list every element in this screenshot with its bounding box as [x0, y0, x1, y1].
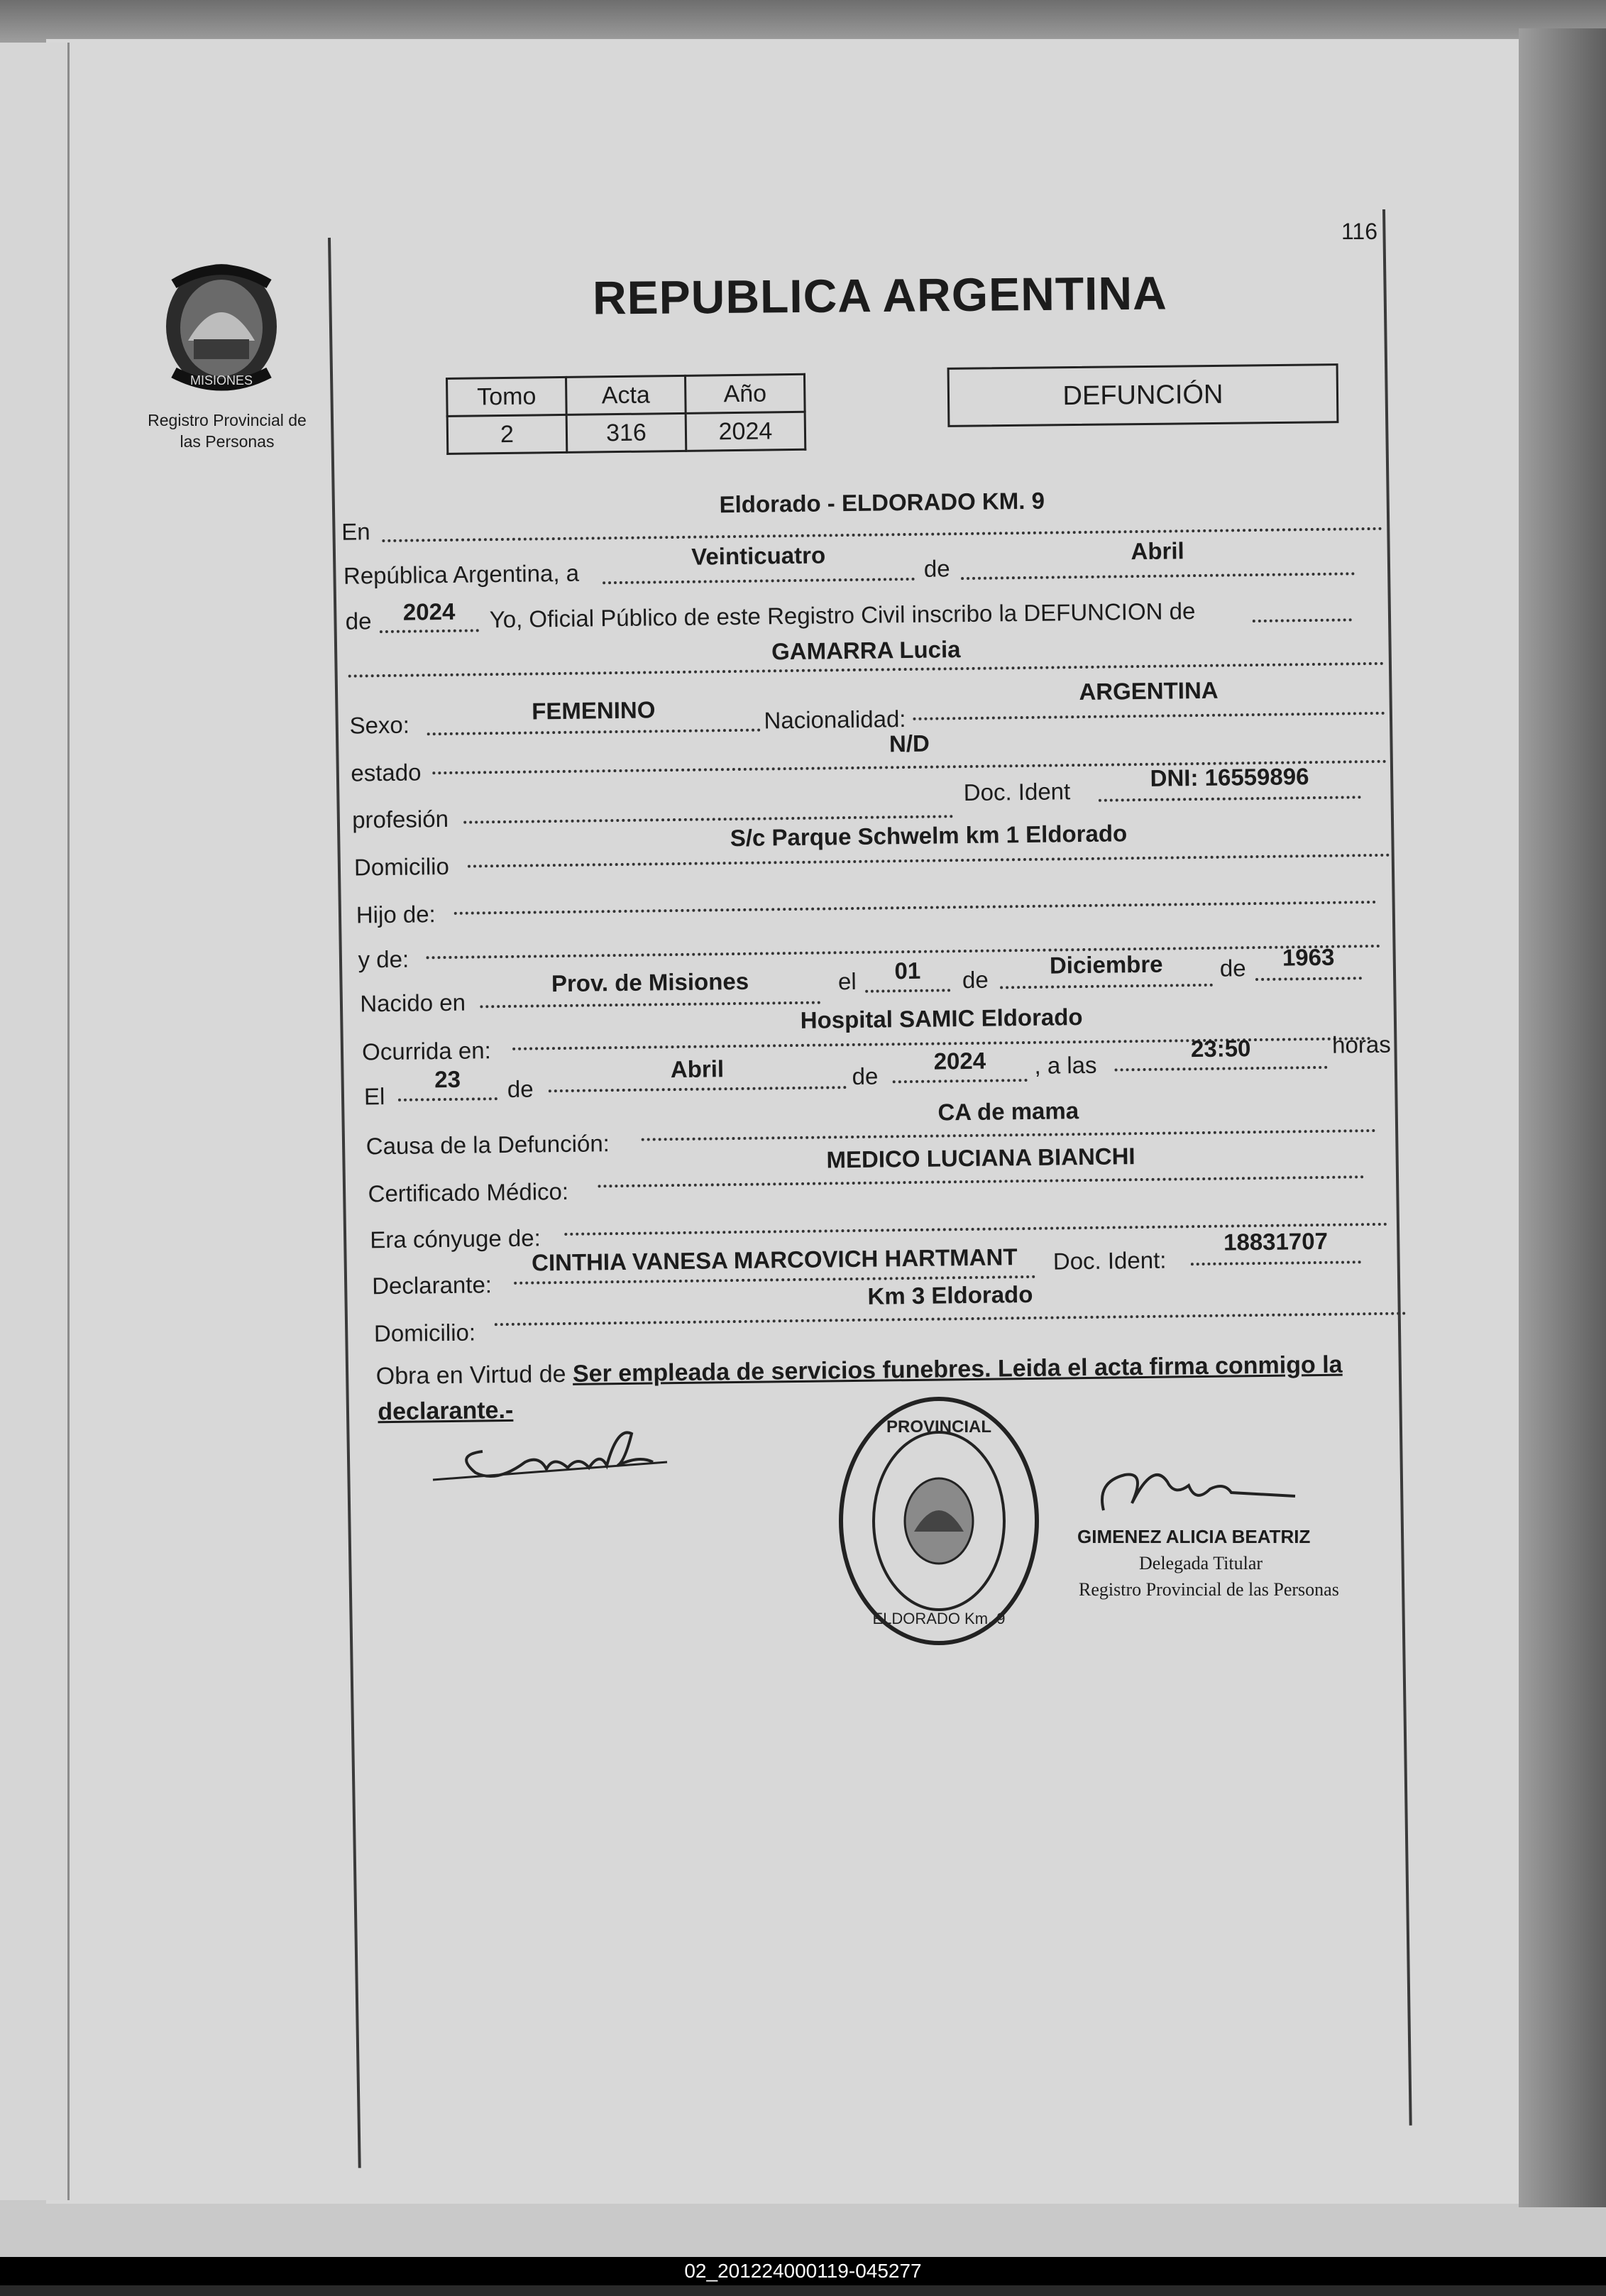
nacido-label: Nacido en [360, 989, 466, 1017]
declarant-signature-icon [426, 1412, 681, 1498]
de-label: de [507, 1075, 534, 1102]
sexo-value: FEMENINO [532, 696, 656, 725]
place-value: Eldorado - ELDORADO KM. 9 [719, 487, 1045, 518]
de-label: de [852, 1062, 879, 1090]
causa-value: CA de mama [937, 1097, 1079, 1126]
el-label: el [837, 967, 857, 995]
tomo-header: Tomo [447, 377, 567, 416]
el-label: El [363, 1083, 385, 1110]
doc-ident-value-2: 18831707 [1223, 1227, 1329, 1256]
en-label: En [341, 518, 370, 545]
sexo-label: Sexo: [349, 711, 410, 739]
profesion-label: profesión [351, 805, 449, 833]
official-name: GIMENEZ ALICIA BEATRIZ [1077, 1526, 1311, 1547]
yo-text: Yo, Oficial Público de este Registro Civil inscribo la DEFUNCION de [489, 598, 1196, 633]
registry-name-line1: Registro Provincial de [148, 411, 307, 429]
conyuge-label: Era cónyuge de: [370, 1224, 541, 1253]
ocurrida-label: Ocurrida en: [361, 1037, 491, 1065]
nacido-en-value: Prov. de Misiones [551, 967, 749, 997]
death-day-value: 23 [434, 1065, 461, 1093]
certificado-value: MEDICO LUCIANA BIANCHI [826, 1143, 1135, 1173]
anio-value: 2024 [686, 412, 805, 451]
domicilio-label-2: Domicilio: [373, 1319, 476, 1347]
de-label: de [1219, 955, 1246, 982]
anio-header: Año [685, 374, 805, 413]
year-value: 2024 [402, 598, 456, 625]
acta-header: Acta [566, 375, 686, 414]
death-month-value: Abril [670, 1055, 725, 1083]
deceased-name: GAMARRA Lucia [771, 636, 961, 665]
document-type-box: DEFUNCIÓN [947, 363, 1339, 427]
estado-value: N/D [889, 730, 930, 757]
obra-text [376, 1351, 1343, 1391]
registry-name-line2: las Personas [180, 432, 275, 451]
day-words-value: Veinticuatro [691, 542, 826, 570]
y-de-label: y de: [358, 945, 409, 973]
scan-footer [0, 2257, 1606, 2285]
page-number: 116 [1341, 219, 1378, 244]
acta-value: 316 [566, 413, 686, 452]
domicilio-value-2: Km 3 Eldorado [867, 1280, 1033, 1309]
obra-label: Obra en Virtud de [375, 1360, 566, 1390]
svg-text:MISIONES: MISIONES [189, 373, 253, 388]
nacionalidad-label: Nacionalidad: [764, 705, 906, 734]
tomo-value: 2 [447, 414, 567, 454]
hijo-de-label: Hijo de: [356, 901, 436, 928]
doc-ident-label: Doc. Ident [963, 778, 1071, 806]
official-office: Registro Provincial de las Personas [1079, 1579, 1339, 1600]
death-time-value: 23:50 [1190, 1035, 1251, 1062]
de-label: de [923, 555, 950, 582]
republica-label: República Argentina, a [343, 559, 580, 589]
scan-id: 02_201224000119-045277 [684, 2260, 922, 2282]
official-role: Delegada Titular [1139, 1553, 1263, 1573]
declarante-label: Declarante: [371, 1271, 493, 1300]
birth-year-value: 1963 [1282, 943, 1335, 971]
domicilio-label: Domicilio [353, 852, 450, 881]
obra-value: Ser empleada de servicios funebres. Leida el acta firma conmigo la [572, 1351, 1343, 1388]
birth-month-value: Diciembre [1049, 950, 1163, 979]
estado-label: estado [351, 759, 422, 786]
horas-label: horas [1331, 1031, 1391, 1058]
official-seal-icon [836, 1390, 1042, 1659]
nacionalidad-value: ARGENTINA [1079, 676, 1219, 705]
svg-text:PROVINCIAL: PROVINCIAL [886, 1417, 992, 1437]
domicilio-value: S/c Parque Schwelm km 1 Eldorado [730, 820, 1128, 852]
obra-value-2: declarante.- [378, 1396, 514, 1426]
de-label: de [962, 966, 989, 994]
month-value: Abril [1131, 537, 1184, 565]
declarante-value: CINTHIA VANESA MARCOVICH HARTMANT [531, 1243, 1018, 1276]
seal-bottom-text: ELDORADO Km. 9 [872, 1610, 1006, 1627]
de-label: de [345, 608, 372, 635]
causa-label: Causa de la Defunción: [365, 1130, 610, 1160]
doc-ident-value: DNI: 16559896 [1150, 763, 1309, 791]
death-year-value: 2024 [933, 1047, 986, 1075]
a-las-label: , a las [1034, 1051, 1097, 1079]
ocurrida-value: Hospital SAMIC Eldorado [800, 1004, 1083, 1033]
certificado-label: Certificado Médico: [368, 1177, 569, 1207]
doc-ident-label-2: Doc. Ident: [1052, 1246, 1167, 1275]
birth-day-value: 01 [894, 957, 921, 984]
document-title: REPUBLICA ARGENTINA [592, 266, 1168, 324]
